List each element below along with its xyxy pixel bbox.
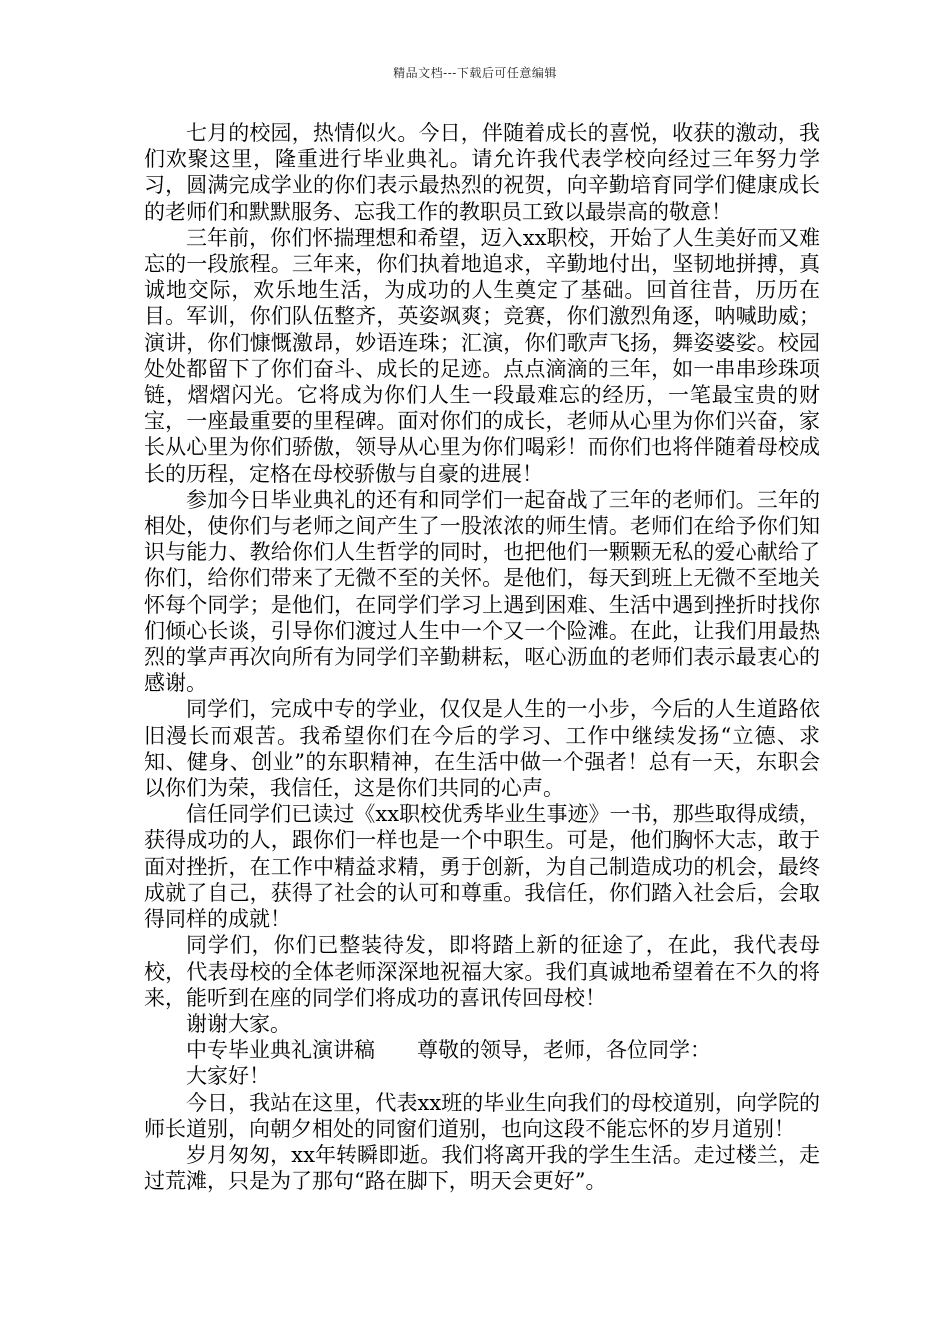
paragraph: 今日，我站在这里，代表xx班的毕业生向我们的母校道别，向学院的师长道别，向朝夕相处的同窗们道别，也向这段不能忘怀的岁月道别！ [144, 1090, 820, 1141]
paragraph: 信任同学们已读过《xx职校优秀毕业生事迹》一书，那些取得成绩，获得成功的人，跟你们一样也是一个中职生。可是，他们胸怀大志，敢于面对挫折，在工作中精益求精，勇于创新，为自己制造成功的机会，最终成就了自己，获得了社会的认可和尊重。我信任，你们踏入社会后，会取得同样的成就！ [144, 802, 820, 932]
paragraph: 同学们，你们已整装待发，即将踏上新的征途了，在此，我代表母校，代表母校的全体老师深深地祝福大家。我们真诚地希望着在不久的将来，能听到在座的同学们将成功的喜讯传回母校！ [144, 933, 820, 1010]
paragraph: 同学们，完成中专的学业，仅仅是人生的一小步，今后的人生道路依旧漫长而艰苦。我希望你们在今后的学习、工作中继续发扬“立德、求知、健身、创业”的东职精神，在生活中做一个强者！总有一天，东职会以你们为荣，我信任，这是你们共同的心声。 [144, 697, 820, 801]
paragraph: 三年前，你们怀揣理想和希望，迈入xx职校，开始了人生美好而又难忘的一段旅程。三年来，你们执着地追求，辛勤地付出，坚韧地拼搏，真诚地交际，欢乐地生活，为成功的人生奠定了基础。回首往昔，历历在目。军训，你们队伍整齐，英姿飒爽；竞赛，你们激烈角逐，呐喊助威；演讲，你们慷慨激昂，妙语连珠；汇演，你们歌声飞扬，舞姿婆娑。校园处处都留下了你们奋斗、成长的足迹。点点滴滴的三年，如一串串珍珠项链，熠熠闪光。它将成为你们人生一段最难忘的经历，一笔最宝贵的财宝，一座最重要的里程碑。面对你们的成长，老师从心里为你们兴奋，家长从心里为你们骄傲，领导从心里为你们喝彩！而你们也将伴随着母校成长的历程，定格在母校骄傲与自豪的进展！ [144, 225, 820, 486]
paragraph: 中专毕业典礼演讲稿 尊敬的领导，老师，各位同学： [186, 1038, 711, 1063]
paragraph: 谢谢大家。 [186, 1011, 291, 1036]
paragraph: 参加今日毕业典礼的还有和同学们一起奋战了三年的老师们。三年的相处，使你们与老师之间产生了一股浓浓的师生情。老师们在给予你们知识与能力、教给你们人生哲学的同时，也把他们一颗颗无私的爱心献给了你们，给你们带来了无微不至的关怀。是他们，每天到班上无微不至地关怀每个同学；是他们，在同学们学习上遇到困难、生活中遇到挫折时找你们倾心长谈，引导你们渡过人生中一个又一个险滩。在此，让我们用最热烈的掌声再次向所有为同学们辛勤耕耘，呕心沥血的老师们表示最衷心的感谢。 [144, 487, 820, 696]
page-header: 精品文档---下载后可任意编辑 [393, 66, 557, 80]
paragraph: 大家好！ [186, 1064, 270, 1089]
paragraph: 七月的校园，热情似火。今日，伴随着成长的喜悦，收获的激动，我们欢聚这里，隆重进行毕业典礼。请允许我代表学校向经过三年努力学习，圆满完成学业的你们表示最热烈的祝贺，向辛勤培育同学们健康成长的老师们和默默服务、忘我工作的教职员工致以最崇高的敬意！ [144, 121, 820, 224]
document-body [144, 120, 820, 1194]
paragraph: 岁月匆匆，xx年转瞬即逝。我们将离开我的学生生活。走过楼兰，走过荒滩，只是为了那句“路在脚下，明天会更好”。 [144, 1142, 820, 1194]
